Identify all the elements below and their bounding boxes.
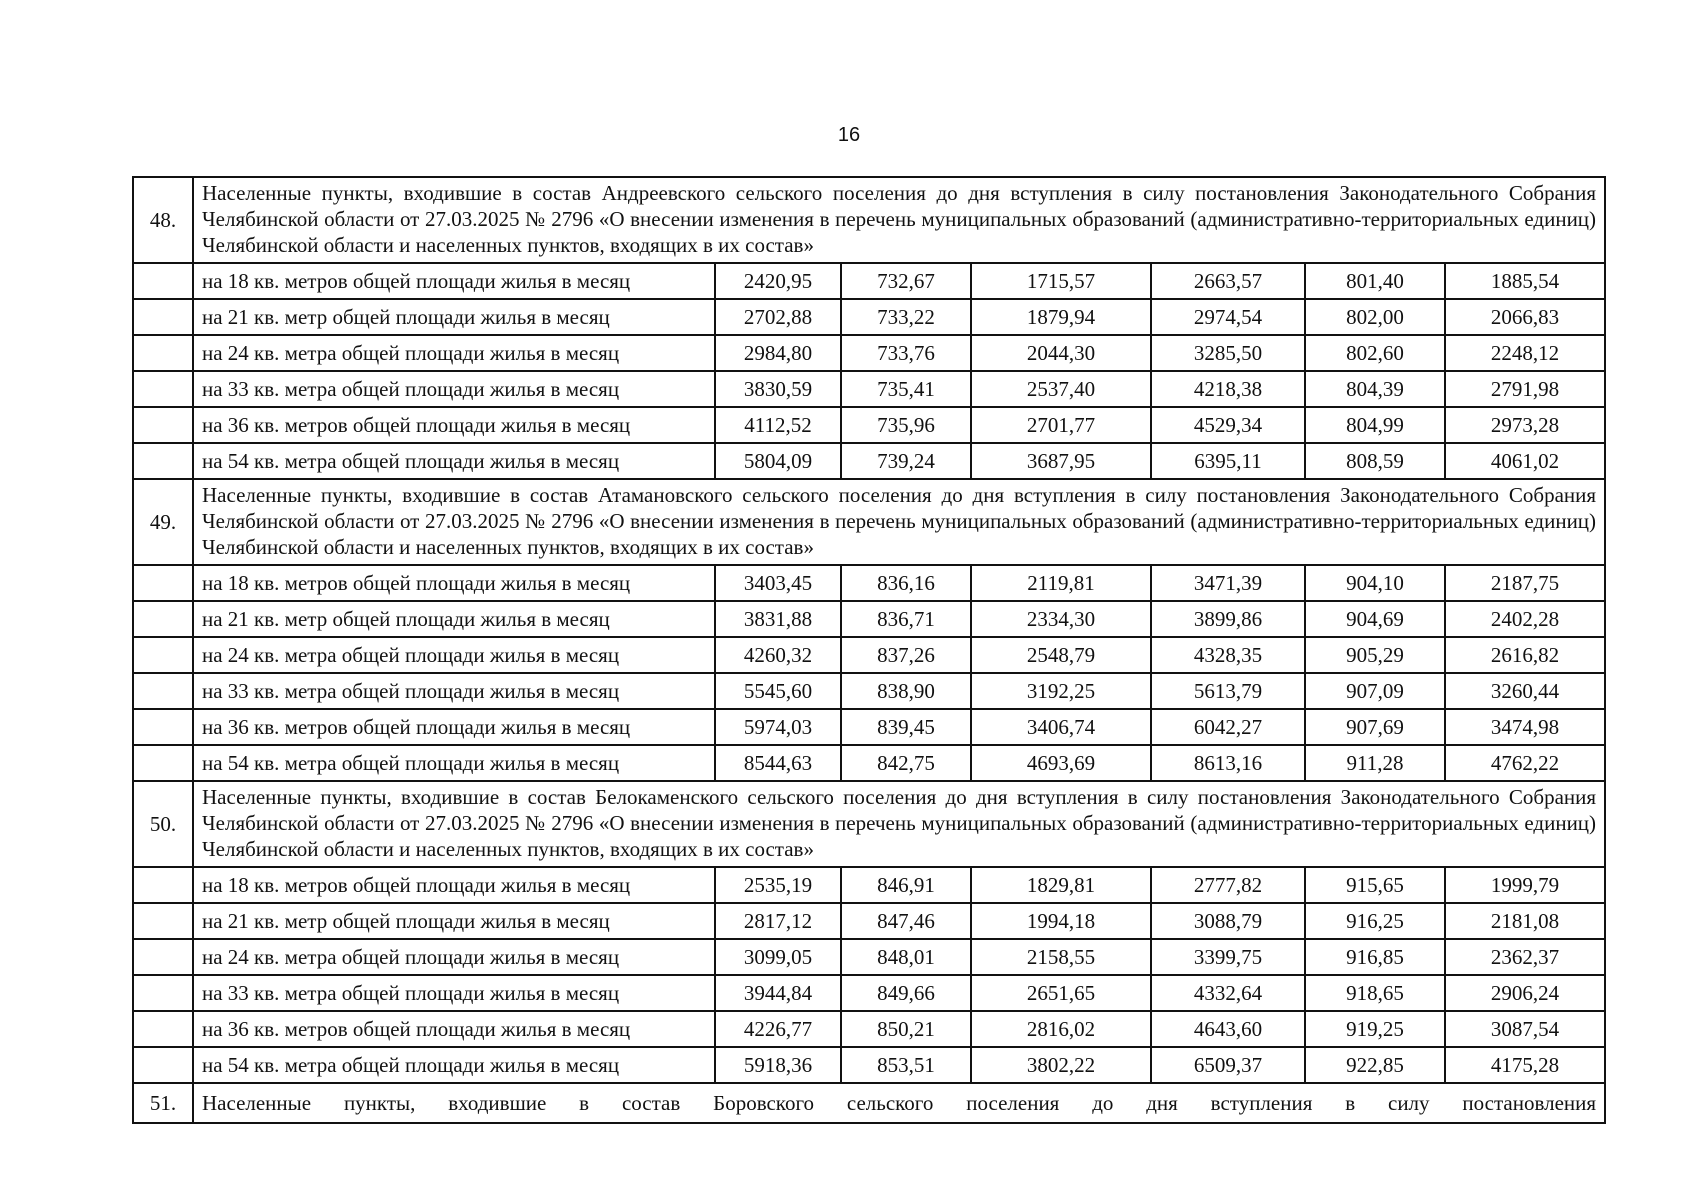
empty-number-cell bbox=[133, 263, 193, 299]
value-cell: 4762,22 bbox=[1445, 745, 1605, 781]
value-cell: 4328,35 bbox=[1151, 637, 1305, 673]
value-cell: 916,85 bbox=[1305, 939, 1445, 975]
empty-number-cell bbox=[133, 903, 193, 939]
value-cell: 804,99 bbox=[1305, 407, 1445, 443]
value-cell: 853,51 bbox=[841, 1047, 971, 1083]
value-cell: 4175,28 bbox=[1445, 1047, 1605, 1083]
value-cell: 3944,84 bbox=[715, 975, 841, 1011]
value-cell: 4643,60 bbox=[1151, 1011, 1305, 1047]
value-cell: 3831,88 bbox=[715, 601, 841, 637]
value-cell: 735,41 bbox=[841, 371, 971, 407]
value-cell: 2817,12 bbox=[715, 903, 841, 939]
row-label: на 21 кв. метр общей площади жилья в месяц bbox=[193, 299, 715, 335]
value-cell: 3474,98 bbox=[1445, 709, 1605, 745]
value-cell: 2548,79 bbox=[971, 637, 1151, 673]
table-row bbox=[133, 637, 1605, 673]
empty-number-cell bbox=[133, 443, 193, 479]
value-cell: 837,26 bbox=[841, 637, 971, 673]
row-label: на 33 кв. метра общей площади жилья в месяц bbox=[193, 673, 715, 709]
value-cell: 4112,52 bbox=[715, 407, 841, 443]
value-cell: 2791,98 bbox=[1445, 371, 1605, 407]
value-cell: 2535,19 bbox=[715, 867, 841, 903]
value-cell: 732,67 bbox=[841, 263, 971, 299]
value-cell: 4226,77 bbox=[715, 1011, 841, 1047]
value-cell: 3471,39 bbox=[1151, 565, 1305, 601]
table-row bbox=[133, 263, 1605, 299]
value-cell: 5545,60 bbox=[715, 673, 841, 709]
value-cell: 733,22 bbox=[841, 299, 971, 335]
section-number: 48. bbox=[133, 177, 193, 263]
value-cell: 1994,18 bbox=[971, 903, 1151, 939]
value-cell: 905,29 bbox=[1305, 637, 1445, 673]
table-row bbox=[133, 975, 1605, 1011]
section-51-header bbox=[133, 1083, 1605, 1123]
value-cell: 2066,83 bbox=[1445, 299, 1605, 335]
value-cell: 836,16 bbox=[841, 565, 971, 601]
value-cell: 6395,11 bbox=[1151, 443, 1305, 479]
value-cell: 4693,69 bbox=[971, 745, 1151, 781]
value-cell: 848,01 bbox=[841, 939, 971, 975]
row-label: на 36 кв. метров общей площади жилья в месяц bbox=[193, 709, 715, 745]
empty-number-cell bbox=[133, 745, 193, 781]
value-cell: 2701,77 bbox=[971, 407, 1151, 443]
row-label: на 24 кв. метра общей площади жилья в месяц bbox=[193, 637, 715, 673]
table-row bbox=[133, 745, 1605, 781]
empty-number-cell bbox=[133, 637, 193, 673]
table-row bbox=[133, 903, 1605, 939]
value-cell: 3802,22 bbox=[971, 1047, 1151, 1083]
value-cell: 6042,27 bbox=[1151, 709, 1305, 745]
section-number: 49. bbox=[133, 479, 193, 565]
value-cell: 1885,54 bbox=[1445, 263, 1605, 299]
value-cell: 849,66 bbox=[841, 975, 971, 1011]
table-row bbox=[133, 673, 1605, 709]
value-cell: 1829,81 bbox=[971, 867, 1151, 903]
empty-number-cell bbox=[133, 371, 193, 407]
value-cell: 2616,82 bbox=[1445, 637, 1605, 673]
value-cell: 2362,37 bbox=[1445, 939, 1605, 975]
value-cell: 8613,16 bbox=[1151, 745, 1305, 781]
section-number: 50. bbox=[133, 781, 193, 867]
value-cell: 904,69 bbox=[1305, 601, 1445, 637]
value-cell: 911,28 bbox=[1305, 745, 1445, 781]
value-cell: 802,60 bbox=[1305, 335, 1445, 371]
section-48-header bbox=[133, 177, 1605, 263]
value-cell: 3687,95 bbox=[971, 443, 1151, 479]
value-cell: 1999,79 bbox=[1445, 867, 1605, 903]
value-cell: 5613,79 bbox=[1151, 673, 1305, 709]
table-row bbox=[133, 1047, 1605, 1083]
row-label: на 18 кв. метров общей площади жилья в месяц bbox=[193, 867, 715, 903]
value-cell: 3099,05 bbox=[715, 939, 841, 975]
value-cell: 3260,44 bbox=[1445, 673, 1605, 709]
value-cell: 916,25 bbox=[1305, 903, 1445, 939]
value-cell: 2420,95 bbox=[715, 263, 841, 299]
row-label: на 21 кв. метр общей площади жилья в месяц bbox=[193, 903, 715, 939]
value-cell: 5918,36 bbox=[715, 1047, 841, 1083]
value-cell: 2816,02 bbox=[971, 1011, 1151, 1047]
value-cell: 842,75 bbox=[841, 745, 971, 781]
table-row bbox=[133, 335, 1605, 371]
value-cell: 739,24 bbox=[841, 443, 971, 479]
value-cell: 3399,75 bbox=[1151, 939, 1305, 975]
row-label: на 36 кв. метров общей площади жилья в месяц bbox=[193, 407, 715, 443]
empty-number-cell bbox=[133, 1047, 193, 1083]
value-cell: 4332,64 bbox=[1151, 975, 1305, 1011]
section-49-header bbox=[133, 479, 1605, 565]
table-row bbox=[133, 407, 1605, 443]
empty-number-cell bbox=[133, 601, 193, 637]
value-cell: 2984,80 bbox=[715, 335, 841, 371]
row-label: на 36 кв. метров общей площади жилья в месяц bbox=[193, 1011, 715, 1047]
table-row bbox=[133, 939, 1605, 975]
row-label: на 54 кв. метра общей площади жилья в месяц bbox=[193, 443, 715, 479]
value-cell: 3285,50 bbox=[1151, 335, 1305, 371]
table-row bbox=[133, 601, 1605, 637]
value-cell: 5974,03 bbox=[715, 709, 841, 745]
value-cell: 2248,12 bbox=[1445, 335, 1605, 371]
section-description: Населенные пункты, входившие в состав Атамановского сельского поселения до дня вступления в силу постановления Законодательного Собрания Челябинской области от 27.03.2025 № 2796 «О внесении изменения в перечень муниципальных образований (административно-территориальных единиц) Челябинской области и населенных пунктов, входящих в их состав» bbox=[193, 479, 1605, 565]
table-row bbox=[133, 565, 1605, 601]
value-cell: 2973,28 bbox=[1445, 407, 1605, 443]
value-cell: 2044,30 bbox=[971, 335, 1151, 371]
value-cell: 918,65 bbox=[1305, 975, 1445, 1011]
value-cell: 4218,38 bbox=[1151, 371, 1305, 407]
value-cell: 2651,65 bbox=[971, 975, 1151, 1011]
value-cell: 2158,55 bbox=[971, 939, 1151, 975]
table-row bbox=[133, 867, 1605, 903]
section-description: Населенные пункты, входившие в состав Андреевского сельского поселения до дня вступления в силу постановления Законодательного Собрания Челябинской области от 27.03.2025 № 2796 «О внесении изменения в перечень муниципальных образований (административно-территориальных единиц) Челябинской области и населенных пунктов, входящих в их состав» bbox=[193, 177, 1605, 263]
value-cell: 4529,34 bbox=[1151, 407, 1305, 443]
empty-number-cell bbox=[133, 867, 193, 903]
table-row bbox=[133, 443, 1605, 479]
value-cell: 847,46 bbox=[841, 903, 971, 939]
value-cell: 2777,82 bbox=[1151, 867, 1305, 903]
value-cell: 2702,88 bbox=[715, 299, 841, 335]
page-number: 16 bbox=[837, 124, 861, 146]
table-row bbox=[133, 371, 1605, 407]
value-cell: 838,90 bbox=[841, 673, 971, 709]
value-cell: 808,59 bbox=[1305, 443, 1445, 479]
empty-number-cell bbox=[133, 939, 193, 975]
value-cell: 3403,45 bbox=[715, 565, 841, 601]
empty-number-cell bbox=[133, 1011, 193, 1047]
value-cell: 3088,79 bbox=[1151, 903, 1305, 939]
empty-number-cell bbox=[133, 335, 193, 371]
value-cell: 2119,81 bbox=[971, 565, 1151, 601]
empty-number-cell bbox=[133, 709, 193, 745]
value-cell: 836,71 bbox=[841, 601, 971, 637]
empty-number-cell bbox=[133, 673, 193, 709]
row-label: на 33 кв. метра общей площади жилья в месяц bbox=[193, 371, 715, 407]
value-cell: 801,40 bbox=[1305, 263, 1445, 299]
value-cell: 846,91 bbox=[841, 867, 971, 903]
value-cell: 3192,25 bbox=[971, 673, 1151, 709]
row-label: на 24 кв. метра общей площади жилья в месяц bbox=[193, 335, 715, 371]
value-cell: 2334,30 bbox=[971, 601, 1151, 637]
value-cell: 733,76 bbox=[841, 335, 971, 371]
value-cell: 802,00 bbox=[1305, 299, 1445, 335]
value-cell: 735,96 bbox=[841, 407, 971, 443]
value-cell: 919,25 bbox=[1305, 1011, 1445, 1047]
value-cell: 4260,32 bbox=[715, 637, 841, 673]
table-row bbox=[133, 709, 1605, 745]
value-cell: 904,10 bbox=[1305, 565, 1445, 601]
value-cell: 2974,54 bbox=[1151, 299, 1305, 335]
row-label: на 18 кв. метров общей площади жилья в месяц bbox=[193, 565, 715, 601]
tariff-table bbox=[132, 176, 1606, 1124]
value-cell: 2181,08 bbox=[1445, 903, 1605, 939]
value-cell: 6509,37 bbox=[1151, 1047, 1305, 1083]
value-cell: 850,21 bbox=[841, 1011, 971, 1047]
value-cell: 3830,59 bbox=[715, 371, 841, 407]
value-cell: 1715,57 bbox=[971, 263, 1151, 299]
row-label: на 33 кв. метра общей площади жилья в месяц bbox=[193, 975, 715, 1011]
value-cell: 3406,74 bbox=[971, 709, 1151, 745]
value-cell: 2906,24 bbox=[1445, 975, 1605, 1011]
section-description: Населенные пункты, входившие в состав Боровского сельского поселения до дня вступления в силу постановления bbox=[193, 1083, 1605, 1123]
value-cell: 907,69 bbox=[1305, 709, 1445, 745]
section-50-header bbox=[133, 781, 1605, 867]
value-cell: 839,45 bbox=[841, 709, 971, 745]
empty-number-cell bbox=[133, 975, 193, 1011]
empty-number-cell bbox=[133, 565, 193, 601]
section-number: 51. bbox=[133, 1083, 193, 1123]
row-label: на 24 кв. метра общей площади жилья в месяц bbox=[193, 939, 715, 975]
value-cell: 2187,75 bbox=[1445, 565, 1605, 601]
empty-number-cell bbox=[133, 407, 193, 443]
row-label: на 54 кв. метра общей площади жилья в месяц bbox=[193, 1047, 715, 1083]
value-cell: 2537,40 bbox=[971, 371, 1151, 407]
value-cell: 8544,63 bbox=[715, 745, 841, 781]
table-body bbox=[133, 177, 1605, 1123]
value-cell: 2402,28 bbox=[1445, 601, 1605, 637]
value-cell: 4061,02 bbox=[1445, 443, 1605, 479]
value-cell: 804,39 bbox=[1305, 371, 1445, 407]
value-cell: 907,09 bbox=[1305, 673, 1445, 709]
value-cell: 1879,94 bbox=[971, 299, 1151, 335]
value-cell: 3899,86 bbox=[1151, 601, 1305, 637]
value-cell: 915,65 bbox=[1305, 867, 1445, 903]
value-cell: 922,85 bbox=[1305, 1047, 1445, 1083]
table-row bbox=[133, 1011, 1605, 1047]
empty-number-cell bbox=[133, 299, 193, 335]
value-cell: 3087,54 bbox=[1445, 1011, 1605, 1047]
value-cell: 5804,09 bbox=[715, 443, 841, 479]
row-label: на 54 кв. метра общей площади жилья в месяц bbox=[193, 745, 715, 781]
row-label: на 18 кв. метров общей площади жилья в месяц bbox=[193, 263, 715, 299]
table-row bbox=[133, 299, 1605, 335]
row-label: на 21 кв. метр общей площади жилья в месяц bbox=[193, 601, 715, 637]
section-description: Населенные пункты, входившие в состав Белокаменского сельского поселения до дня вступления в силу постановления Законодательного Собрания Челябинской области от 27.03.2025 № 2796 «О внесении изменения в перечень муниципальных образований (административно-территориальных единиц) Челябинской области и населенных пунктов, входящих в их состав» bbox=[193, 781, 1605, 867]
value-cell: 2663,57 bbox=[1151, 263, 1305, 299]
